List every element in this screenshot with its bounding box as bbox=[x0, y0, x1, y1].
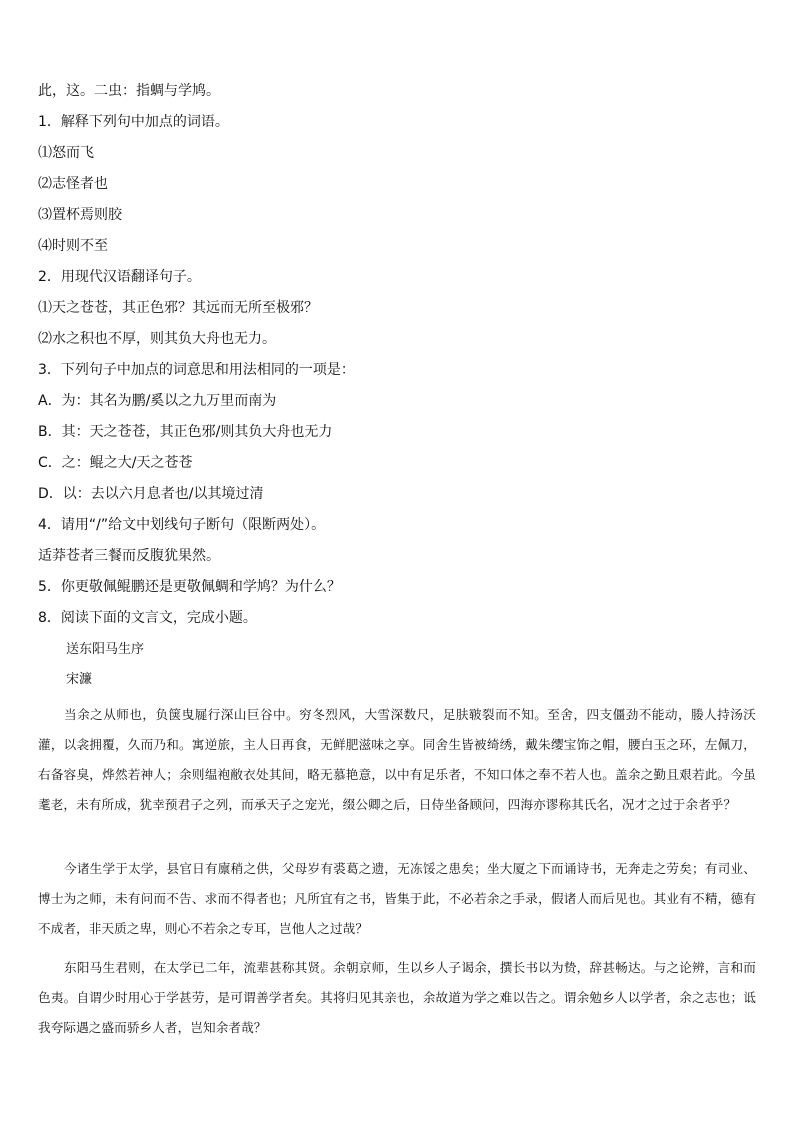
question-3-option-d: D．以：去以六月息者也/以其境过清 bbox=[38, 486, 264, 502]
question-1-item-3: ⑶置杯焉则胶 bbox=[38, 207, 122, 223]
passage-paragraph-1: 当余之从师也，负箧曳屣行深山巨谷中。穷冬烈风，大雪深数尺，足肤皲裂而不知。至舍，四支僵劲不能动，媵人持汤沃灌，以衾拥覆，久而乃和。寓逆旅，主人日再食，无鲜肥滋味之享。同舍生皆被绮绣，戴朱缨宝饰之帽，腰白玉之环，左佩刀，右备容臭，烨然若神人；余则缊袍敝衣处其间，略无慕艳意，以中有足乐者，不知口体之奉不若人也。盖余之勤且艰若此。今虽耄老，未有所成，犹幸预君子之列，而承天子之宠光，缀公卿之后，日侍坐备顾问，四海亦谬称其氏名，况才之过于余者乎？ bbox=[38, 707, 756, 812]
question-1-item-1: ⑴怒而飞 bbox=[38, 145, 94, 161]
question-8: 8．阅读下面的文言文，完成小题。 bbox=[38, 610, 257, 626]
annotation-line: 此，这。二虫：指蜩与学鸠。 bbox=[38, 83, 220, 99]
question-3: 3．下列句子中加点的词意思和用法相同的一项是： bbox=[38, 362, 355, 378]
question-2-item-2: ⑵水之积也不厚，则其负大舟也无力。 bbox=[38, 331, 276, 347]
question-3-option-a: A．为：其名为鹏/奚以之九万里而南为 bbox=[38, 393, 277, 409]
question-4-sentence: 适莽苍者三餐而反腹犹果然。 bbox=[38, 548, 220, 564]
question-4: 4．请用“/”给文中划线句子断句（限断两处）。 bbox=[38, 517, 326, 533]
question-3-option-c: C．之：鲲之大/天之苍苍 bbox=[38, 455, 193, 471]
question-1: 1．解释下列句中加点的词语。 bbox=[38, 114, 229, 130]
passage-paragraph-3: 东阳马生君则，在太学已二年，流辈甚称其贤。余朝京师，生以乡人子谒余，撰长书以为贽，辞甚畅达。与之论辨，言和而色夷。自谓少时用心于学甚劳，是可谓善学者矣。其将归见其亲也，余故道为学之难以告之。谓余勉乡人以学者，余之志也；诋我夸际遇之盛而骄乡人者，岂知余者哉？ bbox=[38, 960, 756, 1035]
question-2-item-1: ⑴天之苍苍，其正色邪？其远而无所至极邪？ bbox=[38, 300, 318, 316]
question-1-item-4: ⑷时则不至 bbox=[38, 238, 108, 254]
question-2: 2．用现代汉语翻译句子。 bbox=[38, 269, 201, 285]
question-1-item-2: ⑵志怪者也 bbox=[38, 176, 108, 192]
passage-title: 送东阳马生序 bbox=[66, 642, 145, 657]
passage-paragraph-2: 今诸生学于太学，县官日有廪稍之供，父母岁有裘葛之遗，无冻馁之患矣；坐大厦之下而诵诗书，无奔走之劳矣；有司业、博士为之师，未有问而不告、求而不得者也；凡所宜有之书，皆集于此，不必若余之手录，假诸人而后见也。其业有不精，德有不成者，非天质之卑，则心不若余之专耳，岂他人之过哉？ bbox=[38, 861, 756, 936]
question-3-option-b: B．其：天之苍苍，其正色邪/则其负大舟也无力 bbox=[38, 424, 333, 440]
passage-author: 宋濂 bbox=[66, 672, 93, 687]
question-5: 5．你更敬佩鲲鹏还是更敬佩蜩和学鸠？为什么？ bbox=[38, 579, 341, 595]
